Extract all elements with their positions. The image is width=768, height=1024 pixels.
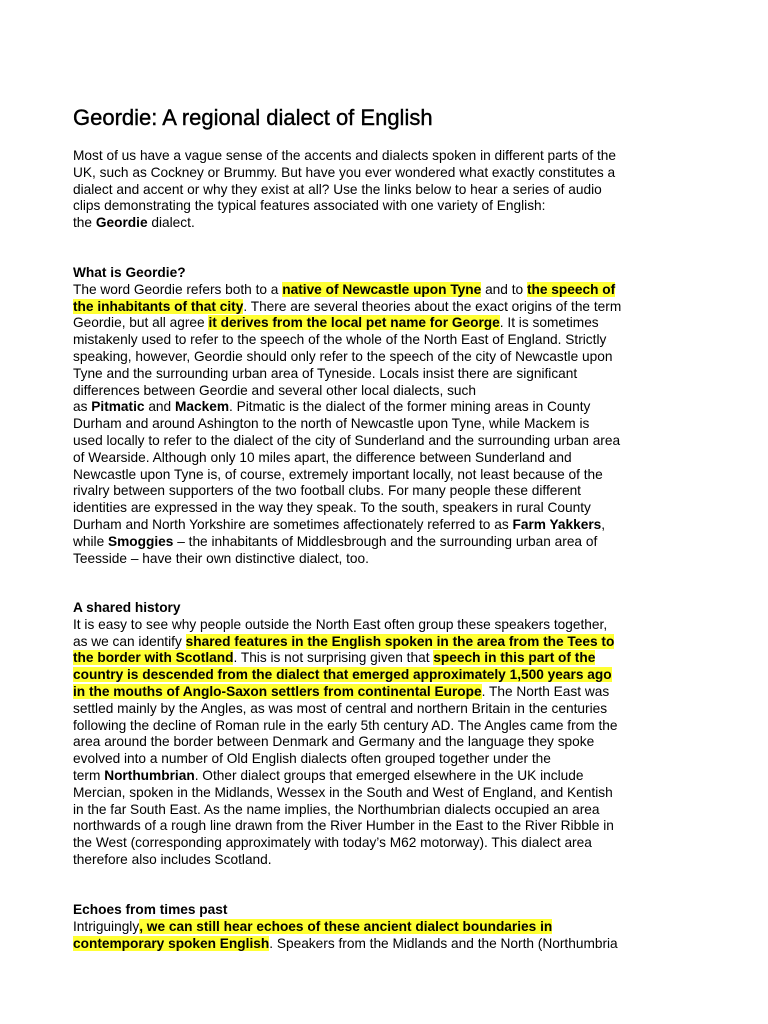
text-run: the West (corresponding approximately with today’s M62 motorway). This dialect area [73, 835, 592, 851]
text-run: . It is sometimes [499, 315, 599, 331]
text-line [73, 517, 701, 534]
highlighted-text: shared features in the English spoken in the area from the Tees to [185, 633, 615, 649]
text-line [73, 500, 701, 517]
bold-term: Northumbrian [104, 767, 195, 783]
text-line [73, 684, 701, 701]
text-run: following the decline of Roman rule in the early 5th century AD. The Angles came from the [73, 717, 618, 733]
text-run: Most of us have a vague sense of the accents and dialects spoken in different parts of the [73, 148, 617, 163]
text-run: evolved into a number of Old English dialects often grouped together under the [73, 751, 551, 767]
text-run: area around the border between Denmark and Germany and the language they spoke [73, 734, 595, 750]
text-line [73, 299, 701, 316]
text-line [73, 919, 701, 936]
text-run: . The North East was [481, 683, 610, 699]
text-line [73, 383, 701, 400]
text-line [73, 751, 701, 768]
text-run: rivalry between supporters of the two football clubs. For many people these different [73, 483, 581, 499]
text-line [73, 634, 701, 651]
text-line [73, 818, 701, 835]
text-run: UK, such as Cockney or Brummy. But have you ever wondered what exactly constitutes a [73, 164, 616, 180]
text-line [73, 416, 701, 433]
text-run: dialect. [147, 215, 195, 231]
section-what-is-geordie [73, 265, 701, 567]
bold-term: Pitmatic [91, 399, 145, 415]
text-line [73, 936, 701, 953]
text-line [73, 551, 701, 568]
text-run: Geordie, but all agree [73, 315, 209, 331]
text-line [73, 433, 701, 450]
text-run: It is easy to see why people outside the North East often group these speakers together, [73, 616, 608, 632]
text-line [73, 650, 701, 667]
text-run: dialect and accent or why they exist at all? Use the links below to hear a series of audio [73, 181, 602, 197]
bold-term: Smoggies [108, 533, 174, 549]
text-run: Durham and around Ashington to the north of Newcastle upon Tyne, while Mackem is [73, 416, 590, 432]
text-line [73, 718, 701, 735]
text-run: therefore also includes Scotland. [73, 851, 272, 867]
bold-term: Mackem [174, 399, 229, 415]
text-line [73, 148, 701, 165]
section-body [73, 617, 701, 869]
text-run: . This is not surprising given that [233, 650, 434, 666]
text-line [73, 315, 701, 332]
text-run: Durham and North Yorkshire are sometimes affectionately referred to as [73, 516, 513, 532]
highlighted-text: native of Newcastle upon Tyne [282, 281, 482, 297]
text-run: and [144, 399, 175, 415]
text-run: as we can identify [73, 633, 186, 649]
section-body [73, 282, 701, 568]
text-line [73, 182, 701, 199]
text-line [73, 617, 701, 634]
highlighted-text: in the mouths of Anglo-Saxon settlers from continental Europe [73, 683, 482, 699]
text-line [73, 768, 701, 785]
bold-term: Geordie [95, 215, 148, 231]
text-line [73, 366, 701, 383]
text-run: Newcastle upon Tyne is, of course, extremely important locally, not least because of the [73, 466, 603, 482]
text-run: term [73, 767, 105, 783]
text-line [73, 483, 701, 500]
text-line [73, 734, 701, 751]
text-run: used locally to refer to the dialect of the city of Sunderland and the surrounding urban area [73, 432, 621, 448]
section-heading: What is Geordie? [73, 265, 186, 280]
text-line [73, 467, 701, 484]
text-run: as [73, 399, 92, 415]
text-run: . Speakers from the Midlands and the North (Northumbria [269, 935, 618, 951]
text-run: of Wearside. Although only 10 miles apart, the difference between Sunderland and [73, 449, 572, 465]
text-run: Intriguingly [73, 918, 140, 934]
highlighted-text: the inhabitants of that city [73, 298, 244, 314]
text-line [73, 667, 701, 684]
text-run: – the inhabitants of Middlesbrough and the surrounding urban area of [173, 533, 598, 549]
text-line [73, 450, 701, 467]
highlighted-text: speech in this part of the [433, 650, 596, 666]
text-run: speaking, however, Geordie should only refer to the speech of the city of Newcastle upon [73, 348, 613, 364]
document-title: Geordie: A regional dialect of English [73, 105, 433, 130]
text-run: , [601, 516, 606, 532]
text-run: while [73, 533, 108, 549]
text-run: . Other dialect groups that emerged elsewhere in the UK include [194, 767, 584, 783]
text-run: clips demonstrating the typical features associated with one variety of English: [73, 198, 546, 214]
text-run: The word Geordie refers both to a [73, 281, 283, 297]
text-run: . Pitmatic is the dialect of the former mining areas in County [229, 399, 591, 415]
highlighted-text: , we can still hear echoes of these ancient dialect boundaries in [139, 918, 553, 934]
text-line [73, 198, 701, 215]
text-line [73, 701, 701, 718]
text-run: Mercian, spoken in the Midlands, Wessex in the South and West of England, and Kentish [73, 784, 613, 800]
section-body [73, 919, 701, 953]
text-line [73, 215, 701, 232]
text-line [73, 332, 701, 349]
section-heading: Echoes from times past [73, 902, 228, 917]
intro-paragraph [73, 148, 701, 232]
text-run: Teesside – have their own distinctive dialect, too. [73, 550, 369, 566]
text-line [73, 399, 701, 416]
highlighted-text: the speech of [526, 281, 616, 297]
highlighted-text: contemporary spoken English [73, 935, 270, 951]
text-run: mistakenly used to refer to the speech of the whole of the North East of England. Strictly [73, 332, 607, 348]
section-echoes-from-times-past [73, 902, 701, 952]
highlighted-text: country is descended from the dialect that emerged approximately 1,500 years ago [73, 667, 612, 683]
text-run: the [73, 215, 96, 231]
text-run: differences between Geordie and several other local dialects, such [73, 382, 477, 398]
section-heading: A shared history [73, 600, 181, 615]
text-line [73, 802, 701, 819]
text-run: and to [481, 281, 527, 297]
text-line [73, 282, 701, 299]
text-run: settled mainly by the Angles, as was most of central and northern Britain in the centuries [73, 700, 608, 716]
text-run: northwards of a rough line drawn from the River Humber in the East to the River Ribble in [73, 818, 614, 834]
text-line [73, 349, 701, 366]
text-run: . There are several theories about the exact origins of the term [243, 298, 622, 314]
bold-term: Farm Yakkers [512, 516, 602, 532]
highlighted-text: it derives from the local pet name for George [208, 315, 500, 331]
text-run: Tyne and the surrounding urban area of Tyneside. Locals insist there are significant [73, 365, 578, 381]
text-line [73, 852, 701, 869]
text-line [73, 165, 701, 182]
section-shared-history [73, 600, 701, 869]
text-line [73, 835, 701, 852]
text-run: in the far South East. As the name implies, the Northumbrian dialects occupied an area [73, 801, 600, 817]
highlighted-text: the border with Scotland [73, 650, 234, 666]
text-run: identities are expressed in the way they speak. To the south, speakers in rural County [73, 500, 591, 516]
text-line [73, 785, 701, 802]
text-line [73, 534, 701, 551]
